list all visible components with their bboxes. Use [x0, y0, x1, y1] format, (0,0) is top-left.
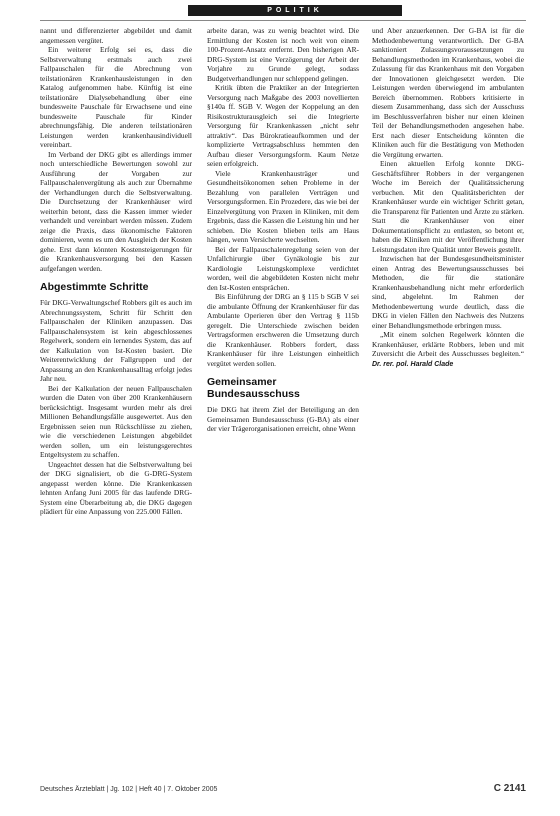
- paragraph: Die DKG hat ihrem Ziel der Beteiligung an den Gemeinsamen Bundesausschuss (G-BA) als einer der vier Trägerorganisationen erreicht, ohne Wenn: [207, 405, 359, 433]
- paragraph: Inzwischen hat der Bundesgesundheitsminister einen Antrag des Bewertungsausschusses bei Methoden, die für die stationäre Krankenhausbehandlung nicht mehr erforderlich sind, abgelehnt. Im Rahmen der Methodenbewertung wurde deutlich, dass die DKG in vielen Fällen den Nachweis des Nutzens einer Behandlungsmethode erbringen muss.: [372, 254, 524, 330]
- paragraph: Im Verband der DKG gibt es allerdings immer noch unterschiedliche Bewertungen sowohl zur Ausführung der Vorgaben zur Fallpauschalenvergütung als auch zur Übernahme der Verhandlungen durch die Selbstverwaltung. Die Durchsetzung der Krankenhäuser wird weiterhin betont, dass die Kassen immer wieder verhandelt und vereinbart werden müssen. Zudem zeige die Praxis, dass ökonomische Faktoren dominieren, wenn es um den Ausgleich der Kosten gehe. Erst dann könnten Kostensteigerungen für die Krankenhausversorgung bei den Kassen aufgefangen werden.: [40, 149, 192, 273]
- paragraph: Ungeachtet dessen hat die Selbstverwaltung bei der DKG signalisiert, ob die G-DRG-System angepasst werden könne. Die Krankenkassen lehnten Anfang Juni 2005 für das laufende DRG-System eine Überarbeitung ab, die DKG dagegen plädiert für eine Anpassung von 225.000 Fällen.: [40, 459, 192, 516]
- paragraph: arbeite daran, was zu wenig beachtet wird. Die Ermittlung der Kosten ist noch weit von einem 100-Prozent-Ansatz entfernt. Den bisherigen AR-DRG-System ist eine Verzögerung der Arbeit der Vorjahre zu Grunde gelegt, sodass Budgetverhandlungen nur schleppend gelingen.: [207, 26, 359, 83]
- paragraph: nannt und differenzierter abgebildet und damit angemessen vergütet.: [40, 26, 192, 45]
- page-footer: [40, 783, 526, 797]
- column-3: [372, 26, 524, 369]
- paragraph: Viele Krankenhausträger und Gesundheitsökonomen sehen Probleme in der Bezahlung von parallelen Verträgen und Versorgungsformen. Ein Prozedere, das wie bei der Einzelvergütung von Praxen in Kliniken, mit dem Ergebnis, dass die Kassen die Leistung hin und her schieben. Die Kosten blieben teils am Haus hängen, wenn Versicherte wechselten.: [207, 168, 359, 244]
- paragraph: Kritik übten die Praktiker an der Integrierten Versorgung nach Maßgabe des 2003 novellierten §140a ff. SGB V. Wegen der Koppelung an den Risikostrukturausgleich sei die Integrierte Versorgung für Krankenkassen „nicht sehr attraktiv“. Das Bürokratieaufkommen und der komplizierte Vertragsabschluss hemmten den Aufbau dieser Versorgungsform. Kaum Netze seien erfolgreich.: [207, 83, 359, 168]
- paragraph-text: „Mit einem solchen Regelwerk könnten die Krankenhäuser, erklärte Robbers, leben und mit Zuversicht die Arbeit des Ausschusses begleiten.“: [372, 330, 524, 358]
- section-heading: Abgestimmte Schritte: [40, 281, 149, 293]
- paragraph: und Aber anzuerkennen. Der G-BA ist für die Methodenbewertung verantwortlich. Der G-BA sanktioniert Zulassungsvoraussetzungen zu Behandlungsmethoden im Krankenhaus, wobei die Zulassung für das Krankenhaus mit den Vorgaben der Innovationen gleichgesetzt werden. Die Leistungen werden überwiegend im ambulanten Bereich übernommen. Robbers kritisierte in diesem Zusammenhang, dass sich der Ausschuss im Beschlussverfahren bisher nur einen kleinen Teil der Behandlungsmethoden angesehen habe. Erst nach dieser Entscheidung könnten die Kliniken auch für die Bestätigung von Methoden die Vergütung erwarten.: [372, 26, 524, 159]
- paragraph: Einen aktuellen Erfolg konnte DKG-Geschäftsführer Robbers in der vergangenen Woche im Bereich der Qualitätssicherung verbuchen. Mit den Qualitätsberichten der Krankenhäuser wurde ein wichtiger Schritt getan, die Transparenz für Patienten und Ärzte zu stärken. Statt die Krankenhäuser von einer Dokumentationspflicht zu entlasten, so betont er, haben die Kliniken mit der Veröffentlichung ihrer Leistungsdaten ihre Qualität unter Beweis gestellt.: [372, 159, 524, 254]
- section-heading: Gemeinsamer Bundesausschuss: [207, 376, 300, 400]
- header-bar: [0, 0, 560, 18]
- paragraph: [372, 330, 524, 369]
- paragraph: Bis Einführung der DRG an § 115 b SGB V sei die ambulante Öffnung der Krankenhäuser für das Ambulante Operieren über den Vertrag § 115b geregelt. Die Unterschiede zwischen beiden Vertragsformen erschweren die Umsetzung durch die Krankenhäuser. Robbers fordert, dass Krankenhäuser für ihre Leistungen einheitlich vergütet werden sollen.: [207, 292, 359, 368]
- paragraph: Für DKG-Verwaltungschef Robbers gilt es auch im Abrechnungssystem, Schritt für Schritt den Fallpauschalen der Kliniken anzupassen. Das Fallpauschalensystem ist kein abgeschlossenes Regelwerk, sondern ein lernendes System, das auf der Kalkulation von Ist-Kosten basiert. Die Weiterentwicklung der Fallgruppen und der Anpassung an den Krankenhausalltag erfolgt jedes Jahr neu.: [40, 298, 192, 383]
- author-signature: Dr. rer. pol. Harald Clade: [372, 360, 454, 368]
- header-rule: [40, 20, 526, 21]
- column-2: [207, 26, 359, 434]
- column-1: [40, 26, 192, 517]
- paragraph: Bei der Kalkulation der neuen Fallpauschalen wurden die Daten von über 200 Krankenhäusern berücksichtigt. Insgesamt wurden mehr als drei Millionen Behandlungsfälle ausgewertet. Aus den Ergebnissen seien nun Rückschlüsse zu ziehen, wie die verschiedenen Leistungen abgebildet werden sollen, um ein leistungsgerechtes Entgeltsystem zu schaffen.: [40, 383, 192, 459]
- journal-citation: Deutsches Ärzteblatt | Jg. 102 | Heft 40 | 7. Oktober 2005: [40, 786, 218, 793]
- page-number: C 2141: [493, 783, 526, 794]
- paragraph: Bei der Fallpauschalenregelung seien von der Unfallchirurgie über Gynäkologie bis zur Kardiologie Leistungskomplexe verdichtet worden, weil die abgebildeten Kosten nicht mehr den Ist-Kosten entsprächen.: [207, 244, 359, 292]
- paragraph: Ein weiterer Erfolg sei es, dass die Selbstverwaltung erstmals auch zwei Fallpauschalen für die Abrechnung von teilstationären Krankenhausleistungen in den Katalog aufgenommen habe. Künftig ist eine teilstationäre Dialysebehandlung über eine bundesweite Pauschale für Erwachsene und eine bundesweite Pauschale für Kinder abrechnungsfähig. Die anderen teilstationären Leistungen werden krankenhausindividuell vereinbart.: [40, 45, 192, 149]
- section-label: POLITIK: [188, 5, 402, 16]
